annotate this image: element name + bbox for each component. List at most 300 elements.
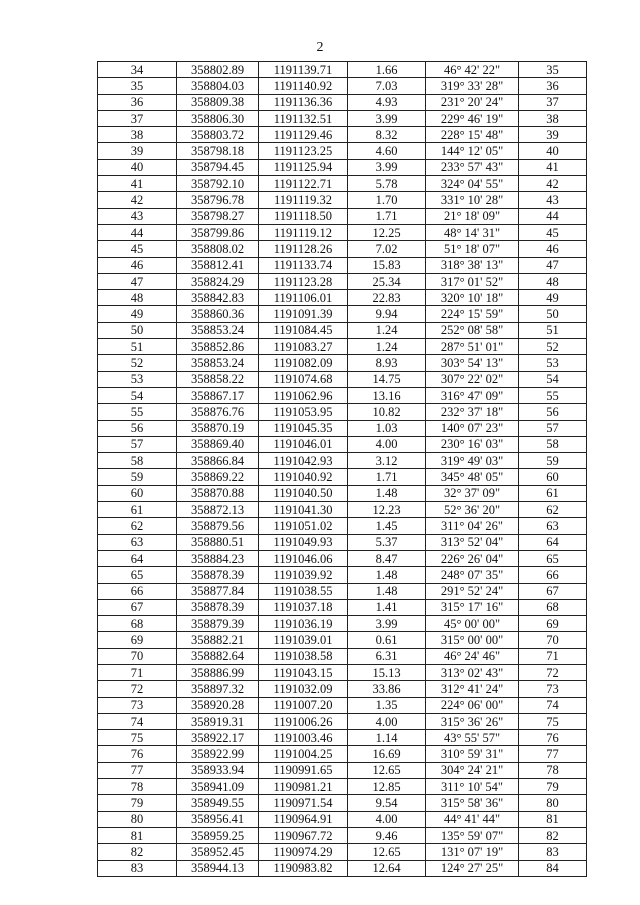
y-coordinate-cell: 1191043.15 [259,664,348,680]
point-number-cell: 65 [98,567,177,583]
point-number-cell: 81 [98,827,177,843]
x-coordinate-cell: 358922.99 [177,746,259,762]
y-coordinate-cell: 1191045.35 [259,420,348,436]
point-number-cell: 55 [98,404,177,420]
distance-cell: 9.94 [348,306,426,322]
table-row [98,697,587,713]
table-row [98,371,587,387]
next-point-number-cell: 60 [519,469,587,485]
point-number-cell: 62 [98,518,177,534]
x-coordinate-cell: 358842.83 [177,290,259,306]
direction-angle-cell: 44° 41' 44" [426,811,519,827]
distance-cell: 15.83 [348,257,426,273]
direction-angle-cell: 317° 01' 52" [426,273,519,289]
point-number-cell: 66 [98,583,177,599]
x-coordinate-cell: 358952.45 [177,844,259,860]
point-number-cell: 43 [98,208,177,224]
table-row [98,518,587,534]
point-number-cell: 70 [98,648,177,664]
y-coordinate-cell: 1191123.25 [259,143,348,159]
table-row [98,453,587,469]
y-coordinate-cell: 1191051.02 [259,518,348,534]
direction-angle-cell: 313° 52' 04" [426,534,519,550]
x-coordinate-cell: 358878.39 [177,599,259,615]
point-number-cell: 58 [98,453,177,469]
next-point-number-cell: 51 [519,322,587,338]
x-coordinate-cell: 358878.39 [177,567,259,583]
table-row [98,436,587,452]
distance-cell: 1.48 [348,485,426,501]
point-number-cell: 54 [98,387,177,403]
next-point-number-cell: 69 [519,616,587,632]
distance-cell: 12.23 [348,502,426,518]
table-row [98,241,587,257]
next-point-number-cell: 62 [519,502,587,518]
y-coordinate-cell: 1191082.09 [259,355,348,371]
x-coordinate-cell: 358919.31 [177,713,259,729]
direction-angle-cell: 43° 55' 57" [426,730,519,746]
direction-angle-cell: 304° 24' 21" [426,762,519,778]
point-number-cell: 68 [98,616,177,632]
x-coordinate-cell: 358812.41 [177,257,259,273]
x-coordinate-cell: 358852.86 [177,339,259,355]
point-number-cell: 75 [98,730,177,746]
y-coordinate-cell: 1191136.36 [259,94,348,110]
table-row [98,469,587,485]
direction-angle-cell: 315° 36' 26" [426,713,519,729]
point-number-cell: 39 [98,143,177,159]
next-point-number-cell: 44 [519,208,587,224]
direction-angle-cell: 226° 26' 04" [426,550,519,566]
x-coordinate-cell: 358869.22 [177,469,259,485]
table-row [98,550,587,566]
point-number-cell: 80 [98,811,177,827]
next-point-number-cell: 74 [519,697,587,713]
table-row [98,127,587,143]
y-coordinate-cell: 1191053.95 [259,404,348,420]
direction-angle-cell: 331° 10' 28" [426,192,519,208]
x-coordinate-cell: 358870.19 [177,420,259,436]
direction-angle-cell: 229° 46' 19" [426,110,519,126]
y-coordinate-cell: 1191003.46 [259,730,348,746]
table-row [98,730,587,746]
point-number-cell: 79 [98,795,177,811]
point-number-cell: 61 [98,502,177,518]
next-point-number-cell: 81 [519,811,587,827]
distance-cell: 3.99 [348,110,426,126]
direction-angle-cell: 248° 07' 35" [426,567,519,583]
next-point-number-cell: 59 [519,453,587,469]
direction-angle-cell: 291° 52' 24" [426,583,519,599]
direction-angle-cell: 312° 41' 24" [426,681,519,697]
direction-angle-cell: 319° 33' 28" [426,78,519,94]
table-row [98,387,587,403]
distance-cell: 16.69 [348,746,426,762]
x-coordinate-cell: 358884.23 [177,550,259,566]
page-number: 2 [316,40,324,55]
x-coordinate-cell: 358922.17 [177,730,259,746]
table-row [98,78,587,94]
y-coordinate-cell: 1191083.27 [259,339,348,355]
point-number-cell: 59 [98,469,177,485]
next-point-number-cell: 64 [519,534,587,550]
y-coordinate-cell: 1191006.26 [259,713,348,729]
y-coordinate-cell: 1191036.19 [259,616,348,632]
point-number-cell: 71 [98,664,177,680]
y-coordinate-cell: 1191074.68 [259,371,348,387]
direction-angle-cell: 232° 37' 18" [426,404,519,420]
table-row [98,192,587,208]
distance-cell: 4.00 [348,811,426,827]
table-row [98,208,587,224]
y-coordinate-cell: 1191132.51 [259,110,348,126]
next-point-number-cell: 83 [519,844,587,860]
point-number-cell: 41 [98,176,177,192]
direction-angle-cell: 52° 36' 20" [426,502,519,518]
point-number-cell: 52 [98,355,177,371]
distance-cell: 6.31 [348,648,426,664]
next-point-number-cell: 68 [519,599,587,615]
point-number-cell: 36 [98,94,177,110]
distance-cell: 3.12 [348,453,426,469]
distance-cell: 1.71 [348,208,426,224]
next-point-number-cell: 50 [519,306,587,322]
table-row [98,827,587,843]
distance-cell: 1.48 [348,583,426,599]
next-point-number-cell: 80 [519,795,587,811]
point-number-cell: 69 [98,632,177,648]
y-coordinate-cell: 1191039.92 [259,567,348,583]
distance-cell: 1.71 [348,469,426,485]
distance-cell: 12.65 [348,762,426,778]
next-point-number-cell: 75 [519,713,587,729]
y-coordinate-cell: 1191084.45 [259,322,348,338]
next-point-number-cell: 55 [519,387,587,403]
next-point-number-cell: 42 [519,176,587,192]
direction-angle-cell: 311° 04' 26" [426,518,519,534]
point-number-cell: 76 [98,746,177,762]
x-coordinate-cell: 358886.99 [177,664,259,680]
distance-cell: 12.65 [348,844,426,860]
y-coordinate-cell: 1190971.54 [259,795,348,811]
next-point-number-cell: 78 [519,762,587,778]
distance-cell: 4.93 [348,94,426,110]
x-coordinate-cell: 358808.02 [177,241,259,257]
direction-angle-cell: 252° 08' 58" [426,322,519,338]
y-coordinate-cell: 1191091.39 [259,306,348,322]
direction-angle-cell: 32° 37' 09" [426,485,519,501]
x-coordinate-cell: 358959.25 [177,827,259,843]
distance-cell: 1.45 [348,518,426,534]
next-point-number-cell: 49 [519,290,587,306]
point-number-cell: 42 [98,192,177,208]
point-number-cell: 49 [98,306,177,322]
distance-cell: 22.83 [348,290,426,306]
distance-cell: 12.25 [348,224,426,240]
table-row [98,583,587,599]
point-number-cell: 73 [98,697,177,713]
next-point-number-cell: 46 [519,241,587,257]
next-point-number-cell: 53 [519,355,587,371]
next-point-number-cell: 71 [519,648,587,664]
x-coordinate-cell: 358882.21 [177,632,259,648]
x-coordinate-cell: 358869.40 [177,436,259,452]
table-row [98,632,587,648]
y-coordinate-cell: 1190981.21 [259,779,348,795]
table-row [98,860,587,876]
distance-cell: 4.60 [348,143,426,159]
next-point-number-cell: 39 [519,127,587,143]
point-number-cell: 82 [98,844,177,860]
point-number-cell: 37 [98,110,177,126]
point-number-cell: 53 [98,371,177,387]
point-number-cell: 63 [98,534,177,550]
direction-angle-cell: 144° 12' 05" [426,143,519,159]
x-coordinate-cell: 358956.41 [177,811,259,827]
direction-angle-cell: 228° 15' 48" [426,127,519,143]
x-coordinate-cell: 358860.36 [177,306,259,322]
direction-angle-cell: 135° 59' 07" [426,827,519,843]
distance-cell: 3.99 [348,159,426,175]
direction-angle-cell: 315° 00' 00" [426,632,519,648]
table-row [98,713,587,729]
point-number-cell: 48 [98,290,177,306]
x-coordinate-cell: 358858.22 [177,371,259,387]
distance-cell: 3.99 [348,616,426,632]
direction-angle-cell: 45° 00' 00" [426,616,519,632]
direction-angle-cell: 303° 54' 13" [426,355,519,371]
distance-cell: 12.85 [348,779,426,795]
x-coordinate-cell: 358882.64 [177,648,259,664]
coordinates-table-body [98,62,587,877]
direction-angle-cell: 224° 06' 00" [426,697,519,713]
direction-angle-cell: 131° 07' 19" [426,844,519,860]
next-point-number-cell: 35 [519,62,587,78]
table-row [98,224,587,240]
direction-angle-cell: 320° 10' 18" [426,290,519,306]
x-coordinate-cell: 358880.51 [177,534,259,550]
y-coordinate-cell: 1191032.09 [259,681,348,697]
x-coordinate-cell: 358866.84 [177,453,259,469]
x-coordinate-cell: 358879.56 [177,518,259,534]
distance-cell: 8.32 [348,127,426,143]
table-row [98,306,587,322]
y-coordinate-cell: 1191125.94 [259,159,348,175]
distance-cell: 9.54 [348,795,426,811]
distance-cell: 33.86 [348,681,426,697]
distance-cell: 13.16 [348,387,426,403]
direction-angle-cell: 46° 42' 22" [426,62,519,78]
next-point-number-cell: 38 [519,110,587,126]
point-number-cell: 50 [98,322,177,338]
table-row [98,779,587,795]
y-coordinate-cell: 1191123.28 [259,273,348,289]
next-point-number-cell: 37 [519,94,587,110]
distance-cell: 25.34 [348,273,426,289]
distance-cell: 10.82 [348,404,426,420]
direction-angle-cell: 124° 27' 25" [426,860,519,876]
point-number-cell: 34 [98,62,177,78]
next-point-number-cell: 66 [519,567,587,583]
y-coordinate-cell: 1191139.71 [259,62,348,78]
next-point-number-cell: 40 [519,143,587,159]
next-point-number-cell: 61 [519,485,587,501]
y-coordinate-cell: 1191007.20 [259,697,348,713]
x-coordinate-cell: 358870.88 [177,485,259,501]
direction-angle-cell: 140° 07' 23" [426,420,519,436]
next-point-number-cell: 48 [519,273,587,289]
y-coordinate-cell: 1191046.06 [259,550,348,566]
table-row [98,94,587,110]
x-coordinate-cell: 358809.38 [177,94,259,110]
y-coordinate-cell: 1191119.12 [259,224,348,240]
y-coordinate-cell: 1191040.50 [259,485,348,501]
y-coordinate-cell: 1190964.91 [259,811,348,827]
point-number-cell: 40 [98,159,177,175]
y-coordinate-cell: 1191062.96 [259,387,348,403]
next-point-number-cell: 65 [519,550,587,566]
x-coordinate-cell: 358798.27 [177,208,259,224]
table-row [98,746,587,762]
coordinates-table [97,61,587,877]
direction-angle-cell: 311° 10' 54" [426,779,519,795]
point-number-cell: 78 [98,779,177,795]
distance-cell: 4.00 [348,436,426,452]
x-coordinate-cell: 358799.86 [177,224,259,240]
x-coordinate-cell: 358794.45 [177,159,259,175]
point-number-cell: 74 [98,713,177,729]
table-row [98,485,587,501]
next-point-number-cell: 58 [519,436,587,452]
direction-angle-cell: 315° 17' 16" [426,599,519,615]
table-row [98,811,587,827]
next-point-number-cell: 82 [519,827,587,843]
table-row [98,355,587,371]
x-coordinate-cell: 358944.13 [177,860,259,876]
x-coordinate-cell: 358802.89 [177,62,259,78]
y-coordinate-cell: 1191037.18 [259,599,348,615]
next-point-number-cell: 36 [519,78,587,94]
y-coordinate-cell: 1191133.74 [259,257,348,273]
table-row [98,648,587,664]
point-number-cell: 46 [98,257,177,273]
table-row [98,110,587,126]
distance-cell: 5.37 [348,534,426,550]
table-row [98,176,587,192]
y-coordinate-cell: 1191042.93 [259,453,348,469]
y-coordinate-cell: 1191041.30 [259,502,348,518]
y-coordinate-cell: 1191040.92 [259,469,348,485]
next-point-number-cell: 45 [519,224,587,240]
direction-angle-cell: 231° 20' 24" [426,94,519,110]
x-coordinate-cell: 358879.39 [177,616,259,632]
next-point-number-cell: 73 [519,681,587,697]
x-coordinate-cell: 358872.13 [177,502,259,518]
direction-angle-cell: 230° 16' 03" [426,436,519,452]
table-row [98,795,587,811]
y-coordinate-cell: 1191049.93 [259,534,348,550]
x-coordinate-cell: 358803.72 [177,127,259,143]
distance-cell: 7.02 [348,241,426,257]
y-coordinate-cell: 1190983.82 [259,860,348,876]
distance-cell: 1.41 [348,599,426,615]
direction-angle-cell: 318° 38' 13" [426,257,519,273]
table-row [98,339,587,355]
direction-angle-cell: 307° 22' 02" [426,371,519,387]
x-coordinate-cell: 358877.84 [177,583,259,599]
y-coordinate-cell: 1191118.50 [259,208,348,224]
table-row [98,143,587,159]
direction-angle-cell: 233° 57' 43" [426,159,519,175]
distance-cell: 1.24 [348,339,426,355]
x-coordinate-cell: 358792.10 [177,176,259,192]
distance-cell: 7.03 [348,78,426,94]
distance-cell: 0.61 [348,632,426,648]
point-number-cell: 60 [98,485,177,501]
table-row [98,420,587,436]
distance-cell: 15.13 [348,664,426,680]
distance-cell: 14.75 [348,371,426,387]
y-coordinate-cell: 1191129.46 [259,127,348,143]
y-coordinate-cell: 1191039.01 [259,632,348,648]
point-number-cell: 47 [98,273,177,289]
distance-cell: 5.78 [348,176,426,192]
point-number-cell: 38 [98,127,177,143]
x-coordinate-cell: 358798.18 [177,143,259,159]
table-row [98,62,587,78]
x-coordinate-cell: 358941.09 [177,779,259,795]
table-row [98,567,587,583]
y-coordinate-cell: 1191038.58 [259,648,348,664]
next-point-number-cell: 56 [519,404,587,420]
x-coordinate-cell: 358867.17 [177,387,259,403]
x-coordinate-cell: 358806.30 [177,110,259,126]
direction-angle-cell: 345° 48' 05" [426,469,519,485]
table-row [98,844,587,860]
x-coordinate-cell: 358796.78 [177,192,259,208]
point-number-cell: 51 [98,339,177,355]
point-number-cell: 83 [98,860,177,876]
y-coordinate-cell: 1191038.55 [259,583,348,599]
y-coordinate-cell: 1191128.26 [259,241,348,257]
x-coordinate-cell: 358824.29 [177,273,259,289]
point-number-cell: 56 [98,420,177,436]
y-coordinate-cell: 1191119.32 [259,192,348,208]
table-row [98,502,587,518]
y-coordinate-cell: 1191122.71 [259,176,348,192]
next-point-number-cell: 76 [519,730,587,746]
next-point-number-cell: 57 [519,420,587,436]
distance-cell: 12.64 [348,860,426,876]
next-point-number-cell: 41 [519,159,587,175]
table-row [98,290,587,306]
y-coordinate-cell: 1190967.72 [259,827,348,843]
distance-cell: 4.00 [348,713,426,729]
direction-angle-cell: 319° 49' 03" [426,453,519,469]
y-coordinate-cell: 1190974.29 [259,844,348,860]
table-row [98,159,587,175]
next-point-number-cell: 79 [519,779,587,795]
next-point-number-cell: 67 [519,583,587,599]
direction-angle-cell: 224° 15' 59" [426,306,519,322]
distance-cell: 1.48 [348,567,426,583]
distance-cell: 1.35 [348,697,426,713]
y-coordinate-cell: 1190991.65 [259,762,348,778]
distance-cell: 1.66 [348,62,426,78]
distance-cell: 1.70 [348,192,426,208]
table-row [98,616,587,632]
direction-angle-cell: 51° 18' 07" [426,241,519,257]
